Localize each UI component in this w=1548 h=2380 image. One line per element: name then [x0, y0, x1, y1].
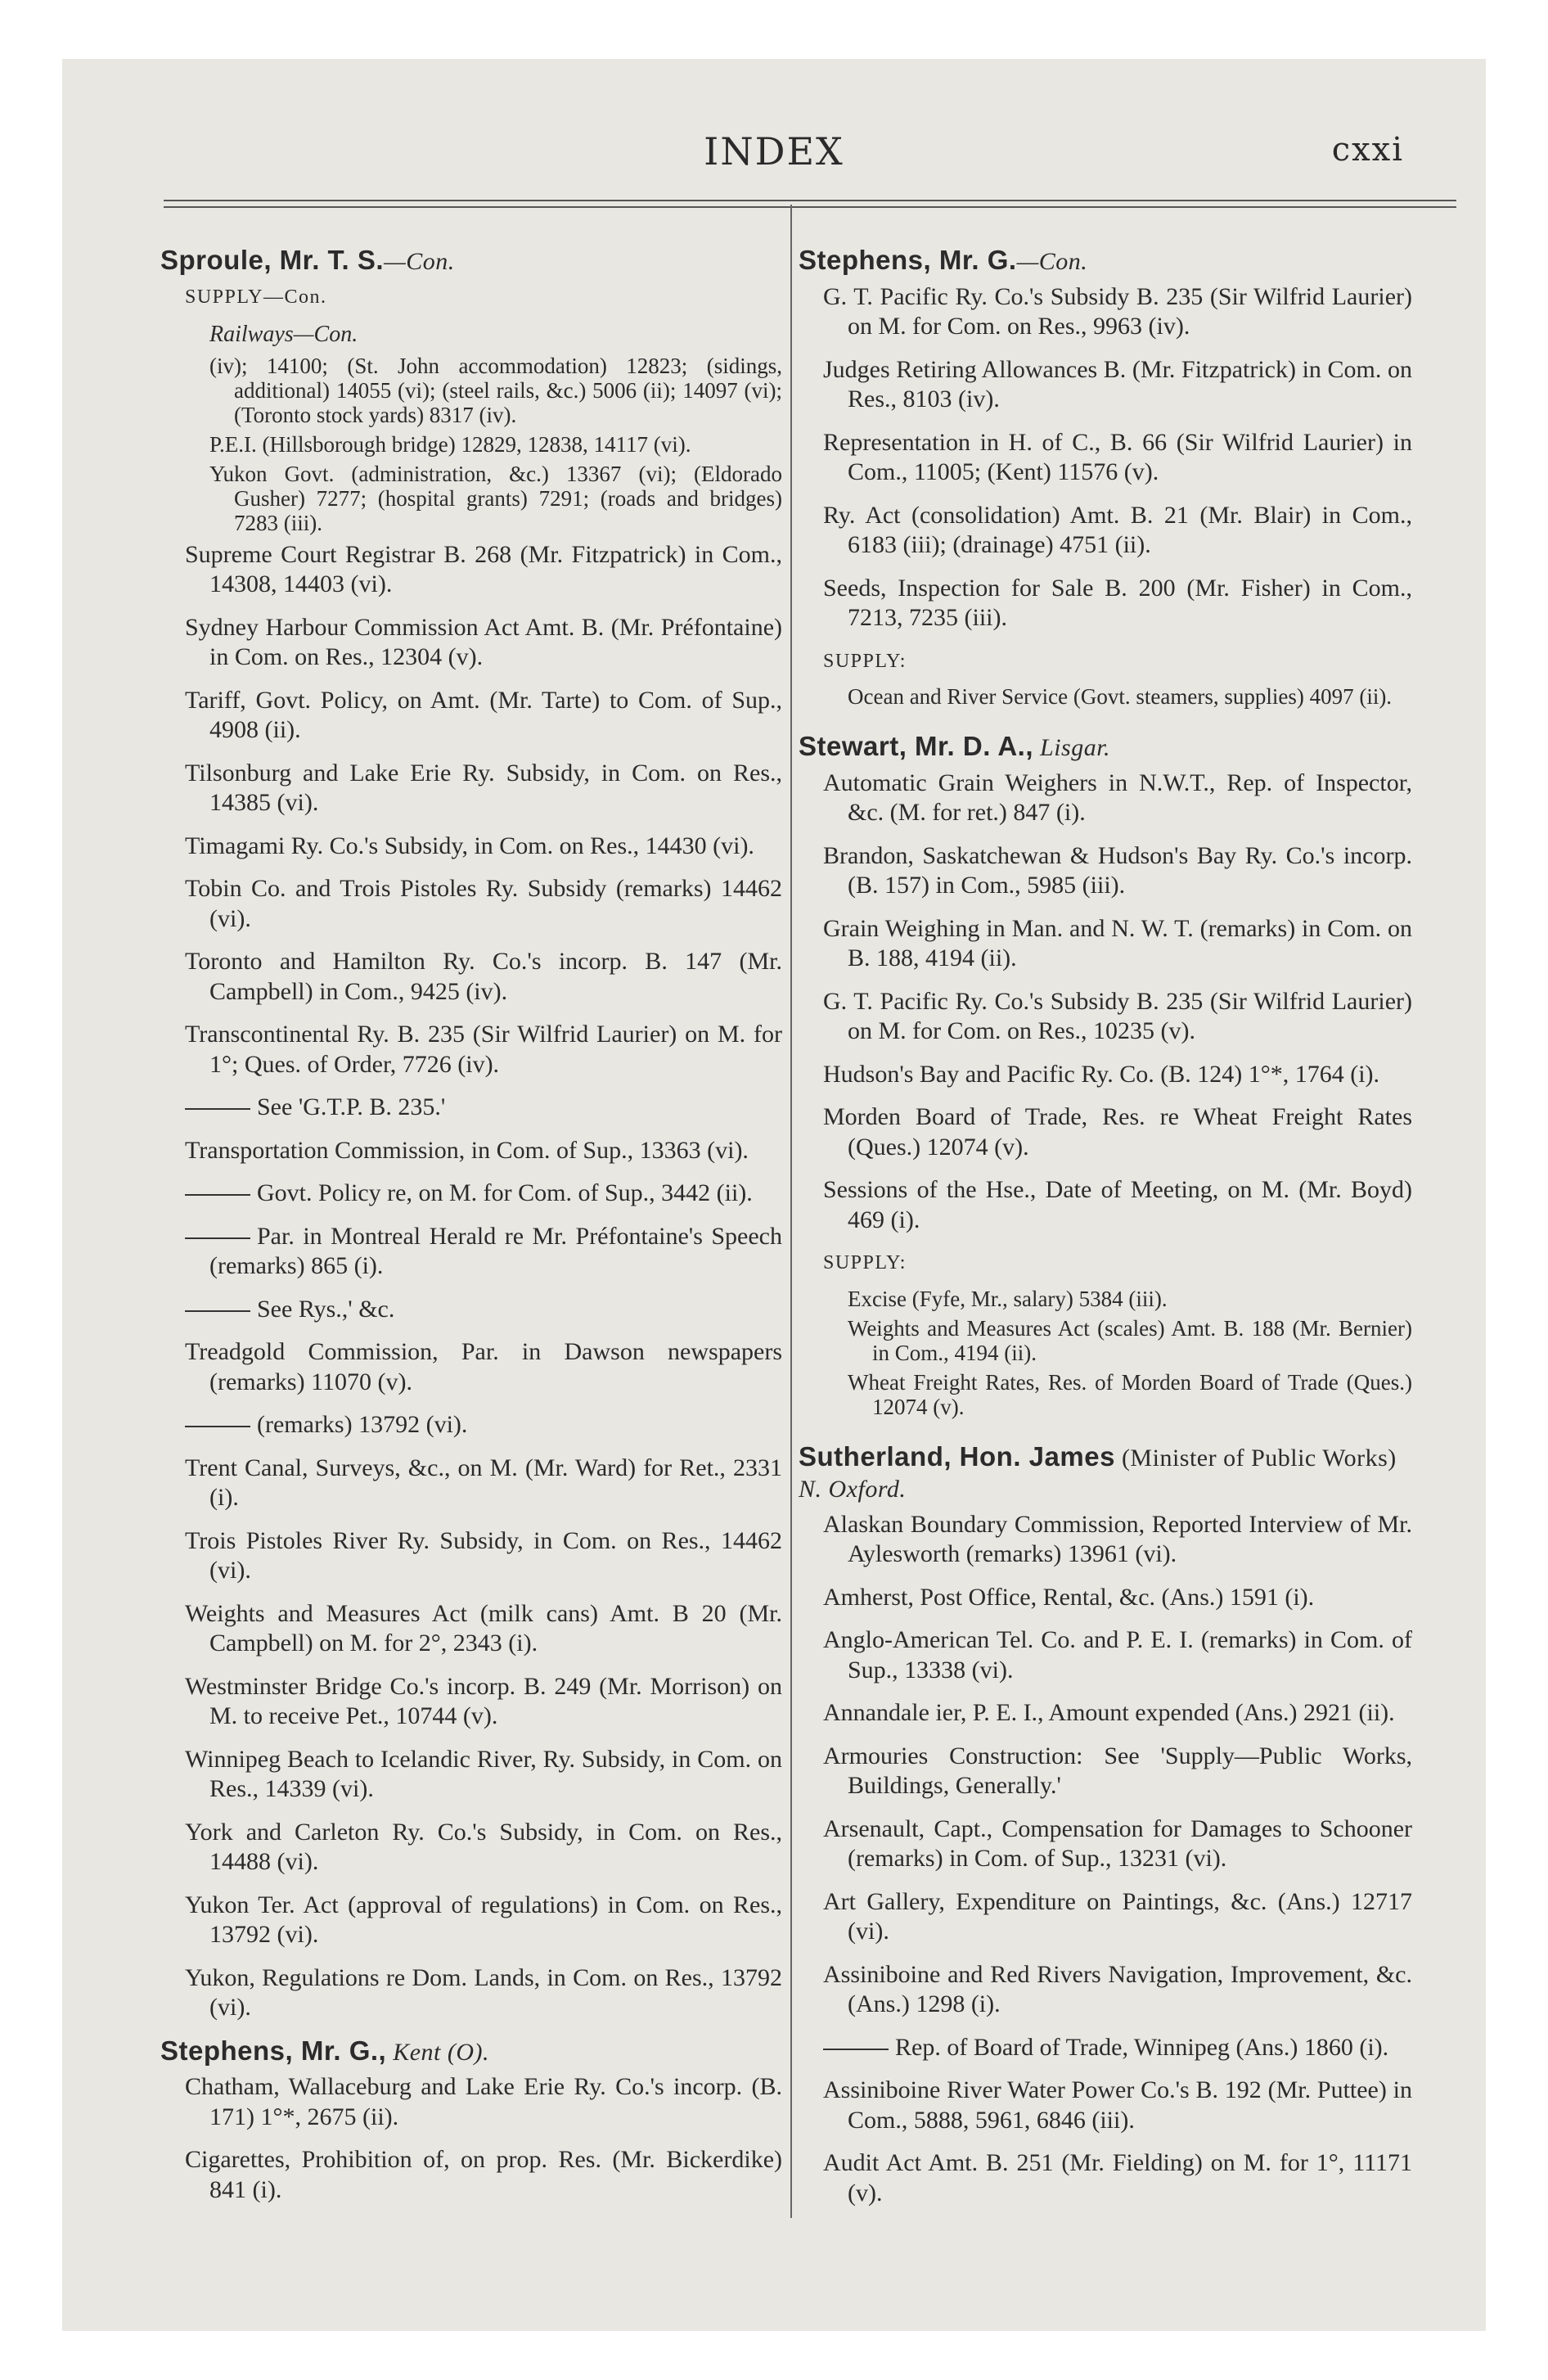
right-column	[799, 246, 1412, 2221]
entry-text: Grain Weighing in Man. and N. W. T. (remarks) in Com. on B. 188, 4194 (ii).	[823, 914, 1412, 971]
index-entry	[160, 1410, 782, 1440]
index-entry	[160, 1454, 782, 1513]
entry-text: Westminster Bridge Co.'s incorp. B. 249 (Mr. Morrison) on M. to receive Pet., 10744 (v).	[185, 1672, 782, 1729]
index-entry	[160, 2072, 782, 2132]
index-entry	[160, 1093, 782, 1123]
index-entry	[799, 2033, 1412, 2063]
index-entry	[799, 1960, 1412, 2020]
entry-text: Rep. of Board of Trade, Winnipeg (Ans.) 1860 (i).	[895, 2033, 1389, 2061]
entry-text: Timagami Ry. Co.'s Subsidy, in Com. on Res., 14430 (vi).	[185, 832, 754, 859]
entry-text: Trois Pistoles River Ry. Subsidy, in Com. on Res., 14462 (vi).	[185, 1526, 782, 1584]
index-entry	[160, 686, 782, 746]
entry-text: Treadgold Commission, Par. in Dawson newspapers (remarks) 11070 (v).	[185, 1338, 782, 1395]
index-entry	[160, 1672, 782, 1732]
ditto-dash	[185, 1426, 250, 1427]
index-entry	[799, 1814, 1412, 1874]
entry-text: Cigarettes, Prohibition of, on prop. Res. (Mr. Bickerdike) 841 (i).	[185, 2146, 782, 2203]
index-entry	[799, 428, 1412, 488]
index-entry	[160, 1222, 782, 1282]
index-entry	[160, 354, 782, 427]
header-rule-top	[164, 200, 1456, 201]
ditto-dash	[185, 1310, 250, 1312]
index-entry	[799, 1102, 1412, 1162]
entry-text: (iv); 14100; (St. John accommodation) 12823; (sidings, additional) 14055 (vi); (steel rails, &c.) 5006 (ii); 14097 (vi); (Toronto stock yards) 8317 (iv).	[209, 353, 782, 427]
entry-text: Toronto and Hamilton Ry. Co.'s incorp. B. 147 (Mr. Campbell) in Com., 9425 (iv).	[185, 948, 782, 1005]
index-entry	[160, 462, 782, 535]
entry-text: SUPPLY:	[823, 1252, 907, 1273]
index-entry	[799, 1583, 1412, 1613]
ditto-dash	[185, 1194, 250, 1196]
entry-text: Excise (Fyfe, Mr., salary) 5384 (iii).	[848, 1286, 1168, 1311]
index-entry	[160, 947, 782, 1007]
entry-text: Govt. Policy re, on M. for Com. of Sup., 3442 (ii).	[257, 1179, 753, 1206]
section-label	[823, 647, 1412, 677]
entry-text: Anglo-American Tel. Co. and P. E. I. (remarks) in Com. of Sup., 13338 (vi).	[823, 1626, 1412, 1684]
index-entry	[160, 1136, 782, 1166]
index-entry	[160, 540, 782, 600]
index-entry	[799, 914, 1412, 974]
entry-text: Amherst, Post Office, Rental, &c. (Ans.) 1591 (i).	[823, 1583, 1315, 1611]
page-title: INDEX	[704, 129, 844, 174]
member-heading	[799, 246, 1412, 277]
entry-text: Representation in H. of C., B. 66 (Sir Wilfrid Laurier) in Com., 11005; (Kent) 11576 (v).	[823, 428, 1412, 485]
index-entry	[799, 1698, 1412, 1729]
index-entry	[799, 684, 1412, 709]
header-rule-bottom	[164, 206, 1456, 208]
index-entry	[160, 1891, 782, 1950]
index-entry	[160, 1179, 782, 1209]
index-entry	[160, 1818, 782, 1877]
member-name: Sutherland, Hon. James	[799, 1440, 1115, 1472]
index-entry	[160, 1020, 782, 1080]
member-suffix: —Con.	[384, 248, 455, 275]
member-suffix: Kent (O).	[386, 2038, 490, 2066]
entry-text: Seeds, Inspection for Sale B. 200 (Mr. Fisher) in Com., 7213, 7235 (iii).	[823, 574, 1412, 631]
member-name: Stewart, Mr. D. A.,	[799, 731, 1034, 761]
entry-text: Supreme Court Registrar B. 268 (Mr. Fitzpatrick) in Com., 14308, 14403 (vi).	[185, 540, 782, 597]
index-entry	[799, 2076, 1412, 2135]
member-heading	[799, 1442, 1412, 1505]
ditto-dash	[823, 2049, 889, 2050]
member-suffix: N. Oxford.	[799, 1476, 907, 1503]
entry-text: (remarks) 13792 (vi).	[257, 1411, 468, 1438]
index-entry	[160, 1295, 782, 1325]
left-column	[160, 246, 782, 2218]
entry-text: Sessions of the Hse., Date of Meeting, on M. (Mr. Boyd) 469 (i).	[823, 1176, 1412, 1233]
index-entry	[160, 432, 782, 457]
entry-text: G. T. Pacific Ry. Co.'s Subsidy B. 235 (Sir Wilfrid Laurier) on M. for Com. on Res., 10235 (v).	[823, 987, 1412, 1044]
entry-text: Transcontinental Ry. B. 235 (Sir Wilfrid Laurier) on M. for 1°; Ques. of Order, 7726 (iv).	[185, 1021, 782, 1078]
entry-text: Tilsonburg and Lake Erie Ry. Subsidy, in Com. on Res., 14385 (vi).	[185, 759, 782, 816]
index-entry	[799, 1370, 1412, 1419]
index-entry	[799, 282, 1412, 342]
index-entry	[160, 759, 782, 818]
index-entry	[799, 1175, 1412, 1235]
entry-text: Par. in Montreal Herald re Mr. Préfontaine's Speech (remarks) 865 (i).	[209, 1222, 782, 1279]
entry-text: Winnipeg Beach to Icelandic River, Ry. Subsidy, in Com. on Res., 14339 (vi).	[185, 1745, 782, 1802]
entry-text: Art Gallery, Expenditure on Paintings, &c. (Ans.) 12717 (vi).	[823, 1887, 1412, 1945]
entry-text: Transportation Commission, in Com. of Sup., 13363 (vi).	[185, 1136, 749, 1164]
index-entry	[799, 841, 1412, 901]
index-entry	[160, 1745, 782, 1805]
entry-text: Yukon Ter. Act (approval of regulations) in Com. on Res., 13792 (vi).	[185, 1891, 782, 1948]
ditto-dash	[185, 1108, 250, 1110]
entry-text: Ry. Act (consolidation) Amt. B. 21 (Mr. Blair) in Com., 6183 (iii); (drainage) 4751 (ii).	[823, 501, 1412, 558]
index-entry	[160, 1599, 782, 1659]
entry-text: Wheat Freight Rates, Res. of Morden Board of Trade (Ques.) 12074 (v).	[848, 1369, 1412, 1419]
index-entry	[799, 501, 1412, 561]
entry-text: Weights and Measures Act (milk cans) Amt. B 20 (Mr. Campbell) on M. for 2°, 2343 (i).	[185, 1599, 782, 1657]
member-name: Stephens, Mr. G.	[799, 245, 1017, 275]
entry-text: G. T. Pacific Ry. Co.'s Subsidy B. 235 (Sir Wilfrid Laurier) on M. for Com. on Res., 9963 (iv).	[823, 282, 1412, 340]
member-heading	[799, 732, 1412, 764]
entry-text: Yukon Govt. (administration, &c.) 13367 (vi); (Eldorado Gusher) 7277; (hospital grants) 7291; (roads and bridges) 7283 (iii).	[209, 461, 782, 535]
entry-text: P.E.I. (Hillsborough bridge) 12829, 12838, 14117 (vi).	[209, 431, 691, 457]
index-entry	[799, 574, 1412, 633]
member-suffix: Lisgar.	[1033, 734, 1111, 761]
entry-text: Armouries Construction: See 'Supply—Public Works, Buildings, Generally.'	[823, 1742, 1412, 1799]
entry-text: See 'G.T.P. B. 235.'	[257, 1093, 446, 1120]
index-entry	[160, 874, 782, 934]
index-entry	[160, 1963, 782, 2023]
index-entry	[160, 2145, 782, 2205]
index-entry	[799, 1887, 1412, 1947]
index-entry	[799, 769, 1412, 828]
member-title: (Minister of Public Works)	[1114, 1444, 1397, 1472]
index-entry	[799, 1625, 1412, 1685]
entry-text: Weights and Measures Act (scales) Amt. B. 188 (Mr. Bernier) in Com., 4194 (ii).	[848, 1315, 1412, 1365]
entry-text: Tariff, Govt. Policy, on Amt. (Mr. Tarte) to Com. of Sup., 4908 (ii).	[185, 686, 782, 743]
entry-text: SUPPLY:	[823, 650, 907, 672]
index-entry	[799, 1742, 1412, 1801]
section-label	[209, 320, 782, 350]
entry-text: Arsenault, Capt., Compensation for Damages to Schooner (remarks) in Com. of Sup., 13231 (vi).	[823, 1814, 1412, 1872]
member-name: Sproule, Mr. T. S.	[160, 245, 385, 275]
index-entry	[799, 2148, 1412, 2208]
entry-text: Judges Retiring Allowances B. (Mr. Fitzpatrick) in Com. on Res., 8103 (iv).	[823, 355, 1412, 412]
entry-text: Ocean and River Service (Govt. steamers, supplies) 4097 (ii).	[848, 684, 1393, 709]
column-divider	[790, 205, 792, 2218]
index-page	[62, 59, 1486, 2331]
index-entry	[799, 987, 1412, 1047]
entry-text: Chatham, Wallaceburg and Lake Erie Ry. Co.'s incorp. (B. 171) 1°*, 2675 (ii).	[185, 2073, 782, 2130]
index-entry	[160, 1337, 782, 1397]
entry-text: Tobin Co. and Trois Pistoles Ry. Subsidy (remarks) 14462 (vi).	[185, 875, 782, 932]
page-number: cxxi	[1331, 131, 1404, 169]
entry-text: SUPPLY—Con.	[185, 286, 327, 308]
index-entry	[799, 1060, 1412, 1090]
entry-text: Morden Board of Trade, Res. re Wheat Freight Rates (Ques.) 12074 (v).	[823, 1103, 1412, 1161]
entry-text: Yukon, Regulations re Dom. Lands, in Com. on Res., 13792 (vi).	[185, 1963, 782, 2021]
member-heading	[160, 246, 782, 277]
entry-text: Annandale ier, P. E. I., Amount expended (Ans.) 2921 (ii).	[823, 1699, 1395, 1726]
index-entry	[799, 1510, 1412, 1570]
entry-text: Sydney Harbour Commission Act Amt. B. (Mr. Préfontaine) in Com. on Res., 12304 (v).	[185, 613, 782, 670]
section-label	[185, 282, 782, 313]
entry-text: Assiniboine River Water Power Co.'s B. 192 (Mr. Puttee) in Com., 5888, 5961, 6846 (iii).	[823, 2076, 1412, 2134]
entry-text: Railways—Con.	[209, 322, 358, 347]
member-suffix: —Con.	[1016, 248, 1088, 275]
entry-text: Alaskan Boundary Commission, Reported Interview of Mr. Aylesworth (remarks) 13961 (vi).	[823, 1510, 1412, 1567]
member-heading	[160, 2036, 782, 2068]
entry-text: Assiniboine and Red Rivers Navigation, Improvement, &c. (Ans.) 1298 (i).	[823, 1960, 1412, 2017]
entry-text: York and Carleton Ry. Co.'s Subsidy, in Com. on Res., 14488 (vi).	[185, 1818, 782, 1875]
entry-text: Brandon, Saskatchewan & Hudson's Bay Ry. Co.'s incorp. (B. 157) in Com., 5985 (iii).	[823, 841, 1412, 899]
index-entry	[160, 1526, 782, 1586]
index-entry	[160, 613, 782, 673]
section-label	[823, 1248, 1412, 1278]
entry-text: Hudson's Bay and Pacific Ry. Co. (B. 124) 1°*, 1764 (i).	[823, 1060, 1380, 1088]
member-name: Stephens, Mr. G.,	[160, 2035, 387, 2066]
entry-text: See Rys.,' &c.	[257, 1295, 395, 1323]
entry-text: Trent Canal, Surveys, &c., on M. (Mr. Ward) for Ret., 2331 (i).	[185, 1454, 782, 1511]
index-entry	[799, 1316, 1412, 1365]
entry-text: Audit Act Amt. B. 251 (Mr. Fielding) on M. for 1°, 11171 (v).	[823, 2149, 1412, 2206]
index-entry	[799, 355, 1412, 415]
index-entry	[799, 1287, 1412, 1311]
entry-text: Automatic Grain Weighers in N.W.T., Rep. of Inspector, &c. (M. for ret.) 847 (i).	[823, 769, 1412, 826]
ditto-dash	[185, 1237, 250, 1239]
index-entry	[160, 832, 782, 862]
